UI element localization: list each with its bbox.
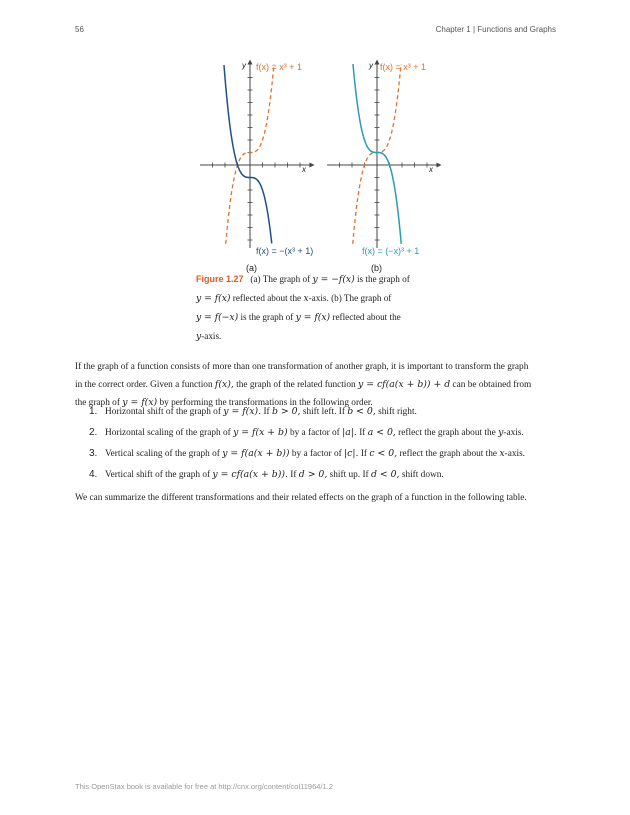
panel-a-axes	[200, 62, 312, 248]
list-text: shift down.	[401, 470, 444, 480]
panel-a-transformed-curve	[224, 65, 272, 243]
caption-math: y = f(x)	[295, 312, 331, 323]
caption-text: -axis. (b) The graph of	[308, 293, 392, 303]
panel-b-x-label: x	[429, 165, 433, 174]
list-item	[89, 446, 559, 467]
list-number: 2.	[89, 427, 98, 438]
list-item	[89, 425, 559, 446]
panel-a-original-label: f(x) = x³ + 1	[256, 62, 303, 72]
panel-a-x-label: x	[302, 165, 306, 174]
list-text: reflect the graph about the	[398, 428, 496, 438]
transformation-list	[89, 404, 559, 488]
footer-link[interactable]: This OpenStax book is available for free at http://cnx.org/content/col11964/1.2	[75, 782, 333, 791]
panel-a	[200, 61, 313, 273]
caption-math: y = −f(x)	[312, 274, 355, 285]
caption-math: y	[196, 331, 202, 342]
panel-b	[327, 61, 439, 273]
panel-b-y-label: y	[369, 61, 373, 70]
list-math: d > 0,	[298, 469, 328, 480]
list-text: shift left. If	[302, 407, 345, 417]
list-text: Vertical shift of the graph of	[105, 470, 211, 480]
body-text: the graph of	[75, 398, 120, 408]
panel-b-axes	[327, 62, 439, 248]
panel-b-transformed-label: f(x) = (−x)³ + 1	[362, 246, 420, 256]
list-math: y	[498, 427, 504, 438]
caption-text: reflected about the	[332, 312, 401, 322]
body-math: y = cf(a(x + b)) + d	[358, 379, 451, 390]
caption-math: y = f(−x)	[196, 312, 239, 323]
list-number: 4.	[89, 469, 98, 480]
list-math: x	[499, 448, 505, 459]
list-math: b < 0,	[347, 406, 376, 417]
list-math: b > 0,	[271, 406, 301, 417]
figure-caption	[196, 270, 436, 346]
list-math: |a|.	[342, 427, 357, 438]
list-text: Vertical scaling of the graph of	[105, 449, 220, 459]
caption-text: is the graph of	[240, 312, 294, 322]
body-math: y = f(x)	[122, 397, 158, 408]
body-text: by performing the transformations in the following order.	[159, 398, 373, 408]
list-number: 1.	[89, 406, 98, 417]
paragraph-line: If the graph of a function consists of more than one transformation of another graph, it is important to transform the graph	[75, 362, 529, 372]
body-text: in the correct order. Given a function	[75, 380, 213, 390]
caption-math: y = f(x)	[196, 293, 231, 304]
list-math: y = f(a(x + b))	[222, 448, 290, 459]
list-text: by a factor of	[289, 428, 340, 438]
chapter-title: Chapter 1 | Functions and Graphs	[435, 25, 556, 34]
list-math: d < 0,	[370, 469, 400, 480]
list-text: by a factor of	[291, 449, 342, 459]
figure-label: Figure 1.27	[196, 274, 244, 284]
list-math: y = f(x + b)	[233, 427, 288, 438]
panel-b-original-label: f(x) = x³ + 1	[380, 62, 427, 72]
list-text: Horizontal shift of the graph of	[105, 407, 221, 417]
list-item	[89, 404, 559, 425]
body-text: the graph of the related function	[236, 380, 356, 390]
list-text: shift up. If	[329, 470, 369, 480]
list-number: 3.	[89, 448, 98, 459]
list-text: -axis.	[503, 428, 524, 438]
list-math: c < 0,	[369, 448, 398, 459]
list-text: Horizontal scaling of the graph of	[105, 428, 231, 438]
caption-text: reflected about the	[232, 293, 302, 303]
list-text: -axis.	[504, 449, 526, 459]
list-item	[89, 467, 559, 488]
list-text: reflect the graph about the	[399, 449, 498, 459]
caption-math: x	[303, 293, 309, 304]
panel-a-sublabel: (a)	[246, 263, 257, 273]
list-text: If	[360, 449, 368, 459]
panel-b-sublabel: (b)	[371, 263, 382, 273]
list-text: If	[359, 428, 366, 438]
paragraph-line	[75, 376, 560, 394]
body-text: can be obtained from	[452, 380, 532, 390]
caption-text: is the graph of	[356, 274, 410, 284]
list-math: y = f(x).	[223, 406, 262, 417]
panel-a-transformed-label: f(x) = −(x³ + 1)	[256, 246, 314, 256]
panel-a-y-label: y	[242, 61, 246, 70]
body-math: f(x),	[214, 379, 234, 390]
page-number: 56	[75, 25, 84, 34]
caption-text: -axis.	[201, 331, 222, 341]
list-math: y = cf(a(x + b)).	[212, 469, 288, 480]
list-math: |c|.	[344, 448, 359, 459]
list-math: a < 0,	[367, 427, 396, 438]
caption-text: (a) The graph of	[250, 274, 311, 284]
list-text: If	[290, 470, 297, 480]
body-paragraph-2: We can summarize the different transformations and their related effects on the graph of a function in the following table.	[75, 493, 527, 503]
list-text: If	[263, 407, 270, 417]
figure-1-27	[190, 52, 450, 274]
list-text: shift right.	[378, 407, 417, 417]
